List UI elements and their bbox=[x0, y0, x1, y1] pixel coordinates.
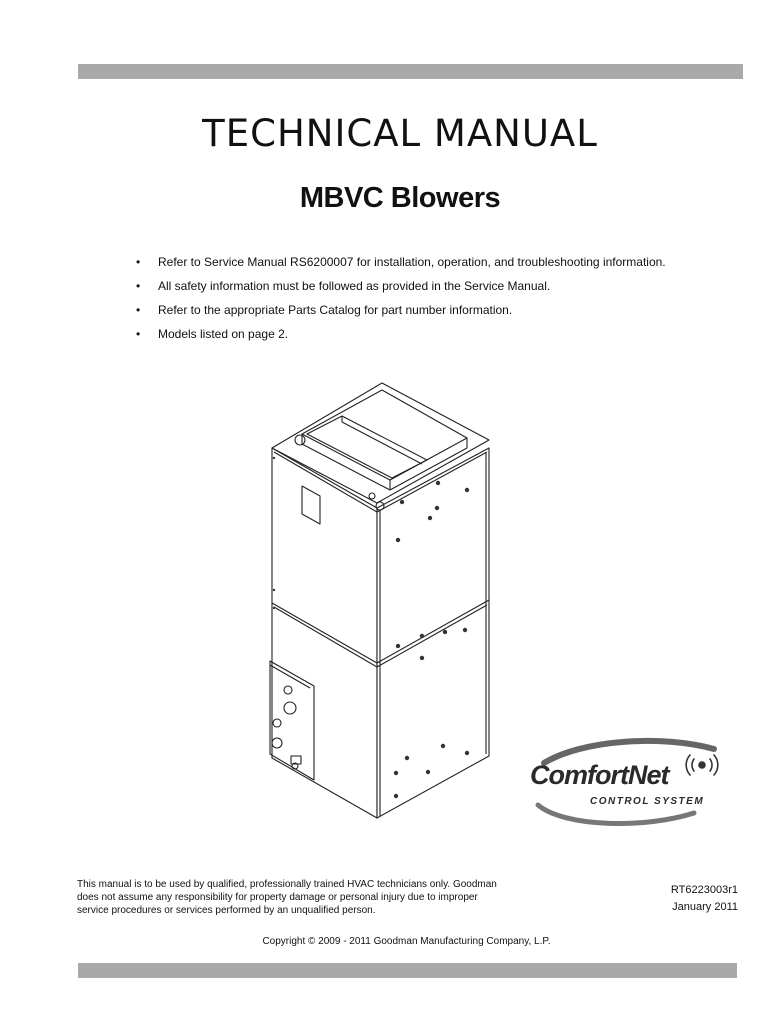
list-item-text: Refer to the appropriate Parts Catalog for part number information. bbox=[158, 303, 513, 317]
document-title: TECHNICAL MANUAL bbox=[202, 112, 598, 155]
document-subtitle: MBVC Blowers bbox=[299, 182, 501, 214]
list-item-text: Models listed on page 2. bbox=[158, 327, 289, 341]
air-handler-illustration bbox=[262, 378, 502, 828]
header-bar bbox=[78, 64, 743, 79]
logo-brand-text: ComfortNet bbox=[530, 760, 669, 790]
info-list bbox=[136, 250, 666, 346]
document-info bbox=[671, 882, 738, 916]
list-item bbox=[136, 322, 666, 346]
list-item-text: All safety information must be followed as provided in the Service Manual. bbox=[158, 279, 551, 293]
bullet-icon: • bbox=[136, 327, 141, 341]
list-item bbox=[136, 298, 666, 322]
document-date: January 2011 bbox=[672, 901, 738, 913]
list-item bbox=[136, 274, 666, 298]
footer-bar bbox=[78, 963, 737, 978]
disclaimer-text: This manual is to be used by qualified, professionally trained HVAC technicians only. Goodman does not assume any responsibility for property damage or personal injury due to improper service procedures or services performed by an unqualified person. bbox=[77, 879, 497, 916]
logo-tagline-text: CONTROL SYSTEM bbox=[590, 796, 705, 807]
copyright-text: Copyright © 2009 - 2011 Goodman Manufacturing Company, L.P. bbox=[262, 936, 551, 947]
bullet-icon: • bbox=[136, 255, 141, 269]
document-number: RT6223003r1 bbox=[670, 884, 738, 896]
list-item-text: Refer to Service Manual RS6200007 for installation, operation, and troubleshooting information. bbox=[158, 255, 666, 269]
bullet-icon: • bbox=[136, 279, 141, 293]
bullet-icon: • bbox=[136, 303, 141, 317]
list-item bbox=[136, 250, 666, 274]
